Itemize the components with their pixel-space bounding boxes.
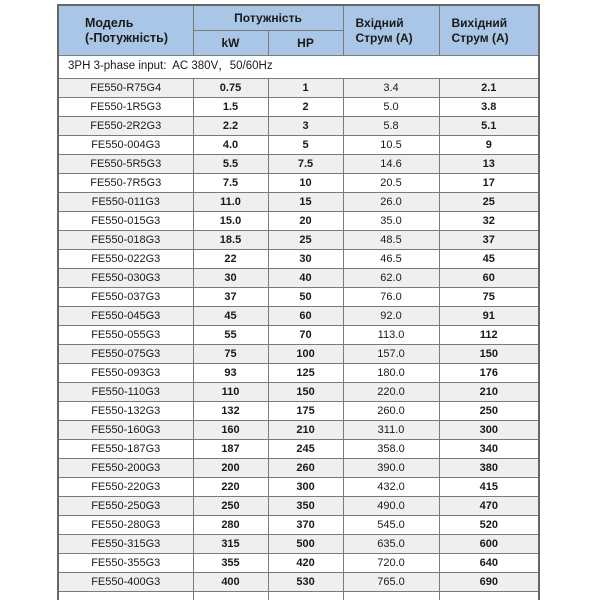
model-cell: FE550-004G3 (58, 136, 193, 155)
input-current-cell: 92.0 (343, 307, 439, 326)
kw-cell: 160 (193, 421, 268, 440)
output-current-cell: 520 (439, 516, 539, 535)
input-current-cell: 14.6 (343, 155, 439, 174)
kw-cell: 187 (193, 440, 268, 459)
kw-cell: 355 (193, 554, 268, 573)
table-row (58, 269, 539, 288)
header-row-group (58, 5, 539, 31)
table-row (58, 516, 539, 535)
table-row (58, 535, 539, 554)
model-cell: FE550-018G3 (58, 231, 193, 250)
hp-cell: 350 (268, 497, 343, 516)
table-row (58, 497, 539, 516)
kw-cell: 2.2 (193, 117, 268, 136)
input-current-cell: 545.0 (343, 516, 439, 535)
table-row (58, 250, 539, 269)
hp-cell: 100 (268, 345, 343, 364)
table-row (58, 554, 539, 573)
power-group-header: Потужність (193, 5, 343, 31)
kw-cell: 5.5 (193, 155, 268, 174)
input-current-header-line1: Вхідний (355, 15, 404, 30)
model-cell: FE550-250G3 (58, 497, 193, 516)
kw-cell: 55 (193, 326, 268, 345)
kw-header: kW (193, 31, 268, 56)
input-current-cell: 180.0 (343, 364, 439, 383)
table-row (58, 231, 539, 250)
input-current-cell: 3.4 (343, 79, 439, 98)
hp-cell: 3 (268, 117, 343, 136)
output-current-cell: 150 (439, 345, 539, 364)
hp-cell: 125 (268, 364, 343, 383)
model-cell: FE550-7R5G3 (58, 174, 193, 193)
table-row (58, 307, 539, 326)
hp-cell: 1 (268, 79, 343, 98)
input-current-cell: 358.0 (343, 440, 439, 459)
table-row (58, 440, 539, 459)
kw-cell: 93 (193, 364, 268, 383)
hp-cell: 5 (268, 136, 343, 155)
kw-cell: 75 (193, 345, 268, 364)
table-row-partial (58, 592, 539, 600)
hp-cell: 530 (268, 573, 343, 592)
table-row (58, 402, 539, 421)
hp-cell: 420 (268, 554, 343, 573)
kw-cell: 18.5 (193, 231, 268, 250)
table-row (58, 573, 539, 592)
model-cell: FE550-187G3 (58, 440, 193, 459)
kw-cell: 315 (193, 535, 268, 554)
input-current-header (343, 5, 439, 56)
input-current-cell: 10.5 (343, 136, 439, 155)
output-current-cell: 60 (439, 269, 539, 288)
output-current-cell: 45 (439, 250, 539, 269)
model-cell: FE550-132G3 (58, 402, 193, 421)
hp-cell: 175 (268, 402, 343, 421)
table-row (58, 212, 539, 231)
kw-cell (193, 592, 268, 600)
output-current-cell: 470 (439, 497, 539, 516)
model-cell: FE550-200G3 (58, 459, 193, 478)
input-current-cell: 76.0 (343, 288, 439, 307)
model-cell: FE550-045G3 (58, 307, 193, 326)
hp-cell: 210 (268, 421, 343, 440)
model-cell: FE550-093G3 (58, 364, 193, 383)
hp-cell: 2 (268, 98, 343, 117)
model-cell: FE550-037G3 (58, 288, 193, 307)
hp-cell: 25 (268, 231, 343, 250)
kw-cell: 4.0 (193, 136, 268, 155)
model-cell: FE550-355G3 (58, 554, 193, 573)
hp-cell: 370 (268, 516, 343, 535)
hp-cell: 7.5 (268, 155, 343, 174)
kw-cell: 250 (193, 497, 268, 516)
kw-cell: 280 (193, 516, 268, 535)
table-row (58, 288, 539, 307)
output-current-header (439, 5, 539, 56)
input-current-cell: 490.0 (343, 497, 439, 516)
table-row (58, 98, 539, 117)
kw-cell: 200 (193, 459, 268, 478)
model-cell: FE550-011G3 (58, 193, 193, 212)
output-current-cell: 91 (439, 307, 539, 326)
hp-header: HP (268, 31, 343, 56)
model-cell: FE550-022G3 (58, 250, 193, 269)
phase-note-row (58, 56, 539, 79)
kw-cell: 30 (193, 269, 268, 288)
output-current-cell: 75 (439, 288, 539, 307)
input-current-cell: 720.0 (343, 554, 439, 573)
kw-cell: 7.5 (193, 174, 268, 193)
output-current-cell: 25 (439, 193, 539, 212)
kw-cell: 132 (193, 402, 268, 421)
model-cell: FE550-5R5G3 (58, 155, 193, 174)
kw-cell: 45 (193, 307, 268, 326)
model-cell: FE550-280G3 (58, 516, 193, 535)
kw-cell: 110 (193, 383, 268, 402)
output-current-header-line1: Вихідний (451, 15, 508, 30)
model-cell: FE550-315G3 (58, 535, 193, 554)
hp-cell: 30 (268, 250, 343, 269)
table-row (58, 79, 539, 98)
table-row (58, 364, 539, 383)
output-current-cell: 13 (439, 155, 539, 174)
hp-cell: 500 (268, 535, 343, 554)
model-cell: FE550-030G3 (58, 269, 193, 288)
output-current-cell: 640 (439, 554, 539, 573)
model-cell: FE550-075G3 (58, 345, 193, 364)
output-current-cell: 690 (439, 573, 539, 592)
input-current-cell (343, 592, 439, 600)
input-current-cell: 62.0 (343, 269, 439, 288)
output-current-cell: 5.1 (439, 117, 539, 136)
model-cell: FE550-1R5G3 (58, 98, 193, 117)
hp-cell: 20 (268, 212, 343, 231)
output-current-cell: 340 (439, 440, 539, 459)
output-current-cell: 210 (439, 383, 539, 402)
input-current-cell: 5.8 (343, 117, 439, 136)
hp-cell: 150 (268, 383, 343, 402)
output-current-cell: 37 (439, 231, 539, 250)
phase-note: 3PH 3-phase input: AC 380V，50/60Hz (58, 56, 539, 79)
input-current-cell: 26.0 (343, 193, 439, 212)
output-current-cell: 176 (439, 364, 539, 383)
model-cell: FE550-400G3 (58, 573, 193, 592)
output-current-cell (439, 592, 539, 600)
output-current-cell: 380 (439, 459, 539, 478)
input-current-cell: 765.0 (343, 573, 439, 592)
kw-cell: 400 (193, 573, 268, 592)
input-current-header-line2: Струм (А) (355, 30, 413, 45)
table-header (58, 5, 539, 56)
model-cell: FE550-160G3 (58, 421, 193, 440)
table-row (58, 478, 539, 497)
kw-cell: 220 (193, 478, 268, 497)
kw-cell: 11.0 (193, 193, 268, 212)
model-header (58, 5, 193, 56)
output-current-cell: 32 (439, 212, 539, 231)
kw-cell: 22 (193, 250, 268, 269)
hp-cell: 60 (268, 307, 343, 326)
hp-cell (268, 592, 343, 600)
input-current-cell: 113.0 (343, 326, 439, 345)
kw-cell: 15.0 (193, 212, 268, 231)
table-row (58, 193, 539, 212)
model-header-line2: (-Потужність) (85, 30, 168, 45)
input-current-cell: 260.0 (343, 402, 439, 421)
input-current-cell: 20.5 (343, 174, 439, 193)
output-current-cell: 250 (439, 402, 539, 421)
output-current-cell: 415 (439, 478, 539, 497)
table-row (58, 459, 539, 478)
output-current-cell: 112 (439, 326, 539, 345)
input-current-cell: 635.0 (343, 535, 439, 554)
input-current-cell: 220.0 (343, 383, 439, 402)
kw-cell: 1.5 (193, 98, 268, 117)
input-current-cell: 432.0 (343, 478, 439, 497)
model-cell: FE550-055G3 (58, 326, 193, 345)
table-row (58, 421, 539, 440)
input-current-cell: 35.0 (343, 212, 439, 231)
table-row (58, 174, 539, 193)
input-current-cell: 5.0 (343, 98, 439, 117)
input-current-cell: 311.0 (343, 421, 439, 440)
hp-cell: 50 (268, 288, 343, 307)
model-cell: FE550-110G3 (58, 383, 193, 402)
input-current-cell: 46.5 (343, 250, 439, 269)
hp-cell: 300 (268, 478, 343, 497)
table-row (58, 383, 539, 402)
model-cell: FE550-015G3 (58, 212, 193, 231)
spec-table (57, 4, 540, 600)
hp-cell: 40 (268, 269, 343, 288)
kw-cell: 37 (193, 288, 268, 307)
output-current-cell: 17 (439, 174, 539, 193)
output-current-cell: 600 (439, 535, 539, 554)
output-current-cell: 9 (439, 136, 539, 155)
table-row (58, 326, 539, 345)
output-current-header-line2: Струм (А) (451, 30, 509, 45)
hp-cell: 70 (268, 326, 343, 345)
model-cell: FE550-220G3 (58, 478, 193, 497)
model-cell: FE550-R75G4 (58, 79, 193, 98)
input-current-cell: 157.0 (343, 345, 439, 364)
kw-cell: 0.75 (193, 79, 268, 98)
table-row (58, 345, 539, 364)
model-cell: FE550-2R2G3 (58, 117, 193, 136)
output-current-cell: 2.1 (439, 79, 539, 98)
model-header-line1: Модель (85, 15, 134, 30)
hp-cell: 260 (268, 459, 343, 478)
input-current-cell: 48.5 (343, 231, 439, 250)
output-current-cell: 300 (439, 421, 539, 440)
table-row (58, 136, 539, 155)
output-current-cell: 3.8 (439, 98, 539, 117)
table-row (58, 155, 539, 174)
model-cell (58, 592, 193, 600)
table-row (58, 117, 539, 136)
input-current-cell: 390.0 (343, 459, 439, 478)
hp-cell: 245 (268, 440, 343, 459)
table-body (58, 56, 539, 600)
hp-cell: 10 (268, 174, 343, 193)
hp-cell: 15 (268, 193, 343, 212)
